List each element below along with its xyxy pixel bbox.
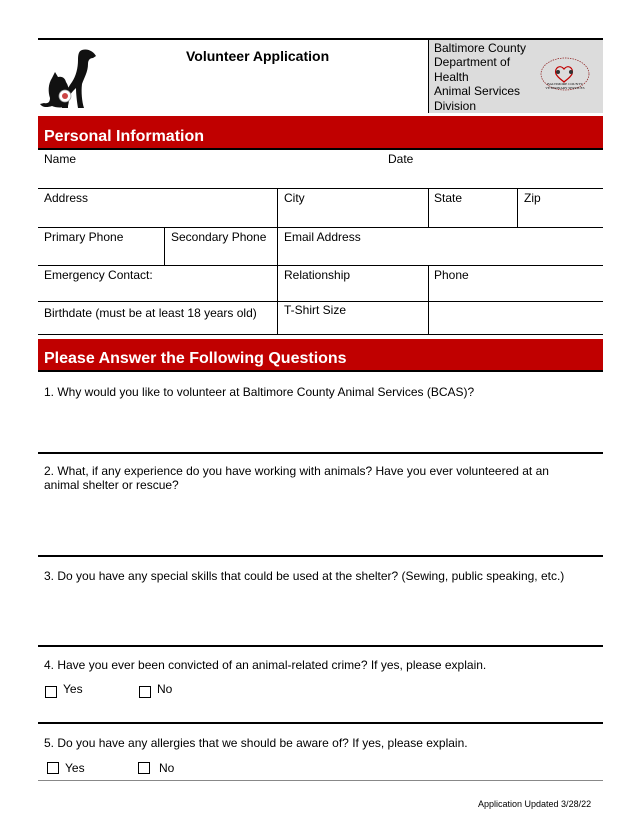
county-seal-icon xyxy=(538,52,592,96)
emergency-contact-field[interactable] xyxy=(44,283,272,301)
rule xyxy=(38,722,603,724)
question-4: 4. Have you ever been convicted of an animal-related crime? If yes, please explain. xyxy=(44,658,487,672)
question-3: 3. Do you have any special skills that could be used at the shelter? (Sewing, public speaking, etc.) xyxy=(44,569,565,583)
phone-label: Phone xyxy=(434,268,469,282)
q4-no-checkbox[interactable] xyxy=(139,686,151,698)
rule xyxy=(38,780,603,781)
date-label: Date xyxy=(388,152,414,166)
agency-line: Health xyxy=(434,69,469,84)
state-field[interactable] xyxy=(434,206,514,226)
secondary-phone-field[interactable] xyxy=(171,245,273,264)
agency-line: Baltimore County xyxy=(434,41,527,55)
email-label: Email Address xyxy=(284,230,361,244)
rule xyxy=(38,265,603,266)
rule xyxy=(38,370,603,372)
city-label: City xyxy=(284,191,305,205)
emergency-contact-label: Emergency Contact: xyxy=(44,268,153,282)
rule xyxy=(38,452,603,454)
seal-subcaption: VETERINARY SERVICES xyxy=(545,86,585,90)
q4-yes-checkbox[interactable] xyxy=(45,686,57,698)
tshirt-field[interactable] xyxy=(284,318,424,334)
q5-yes-checkbox[interactable] xyxy=(47,762,59,774)
rule xyxy=(38,645,603,647)
answer-1-field[interactable] xyxy=(44,402,598,450)
dog-cat-logo-icon xyxy=(38,44,100,112)
tshirt-label: T-Shirt Size xyxy=(284,303,347,317)
agency-line: Animal Services xyxy=(434,84,521,99)
agency-name xyxy=(434,41,526,113)
rule xyxy=(38,148,603,150)
section-title: Personal Information xyxy=(44,128,205,145)
birthdate-label: Birthdate (must be at least 18 years old) xyxy=(44,306,257,320)
rule xyxy=(38,188,603,189)
q5-no-checkbox[interactable] xyxy=(138,762,150,774)
address-field[interactable] xyxy=(44,206,272,226)
answer-3-field[interactable] xyxy=(44,586,598,644)
question-2: 2. What, if any experience do you have working with animals? Have you ever volunteered at an animal shelter or rescue? xyxy=(44,464,549,492)
relationship-label: Relationship xyxy=(284,268,351,282)
name-label: Name xyxy=(44,152,77,166)
zip-label: Zip xyxy=(524,191,541,205)
q5-no-label: No xyxy=(159,761,175,775)
rule xyxy=(517,188,518,227)
rule xyxy=(277,188,278,335)
agency-box-divider xyxy=(428,40,429,113)
rule xyxy=(38,227,603,228)
agency-line: Division xyxy=(434,98,477,113)
rule xyxy=(428,265,429,335)
q4-no-label: No xyxy=(157,682,173,696)
primary-phone-label: Primary Phone xyxy=(44,230,124,244)
personal-info-header xyxy=(38,116,603,148)
agency-line: Department of xyxy=(434,55,511,70)
secondary-phone-label: Secondary Phone xyxy=(171,230,267,244)
rule xyxy=(38,555,603,557)
q5-yes-label: Yes xyxy=(65,761,85,775)
name-field[interactable] xyxy=(44,166,384,188)
birthdate-field[interactable] xyxy=(434,304,598,334)
question-1: 1. Why would you like to volunteer at Baltimore County Animal Services (BCAS)? xyxy=(44,385,475,399)
answer-2-field[interactable] xyxy=(44,494,598,554)
rule xyxy=(428,188,429,227)
primary-phone-field[interactable] xyxy=(44,245,160,264)
q4-yes-label: Yes xyxy=(63,682,83,696)
rule xyxy=(38,301,603,302)
footer-updated: Application Updated 3/28/22 xyxy=(478,799,592,809)
date-field[interactable] xyxy=(388,166,598,188)
seal-caption: BALTIMORE COUNTY xyxy=(547,82,583,86)
rule xyxy=(38,334,603,335)
emergency-phone-field[interactable] xyxy=(434,283,598,301)
city-field[interactable] xyxy=(284,206,424,226)
state-label: State xyxy=(434,191,463,205)
zip-field[interactable] xyxy=(524,206,598,226)
relationship-field[interactable] xyxy=(284,283,424,301)
email-field[interactable] xyxy=(284,245,598,264)
address-label: Address xyxy=(44,191,89,205)
rule xyxy=(164,227,165,265)
questions-header xyxy=(38,339,603,370)
form-title: Volunteer Application xyxy=(186,48,330,64)
section-title: Please Answer the Following Questions xyxy=(44,350,347,367)
question-5: 5. Do you have any allergies that we should be aware of? If yes, please explain. xyxy=(44,736,468,750)
answer-4-field[interactable] xyxy=(44,700,598,720)
